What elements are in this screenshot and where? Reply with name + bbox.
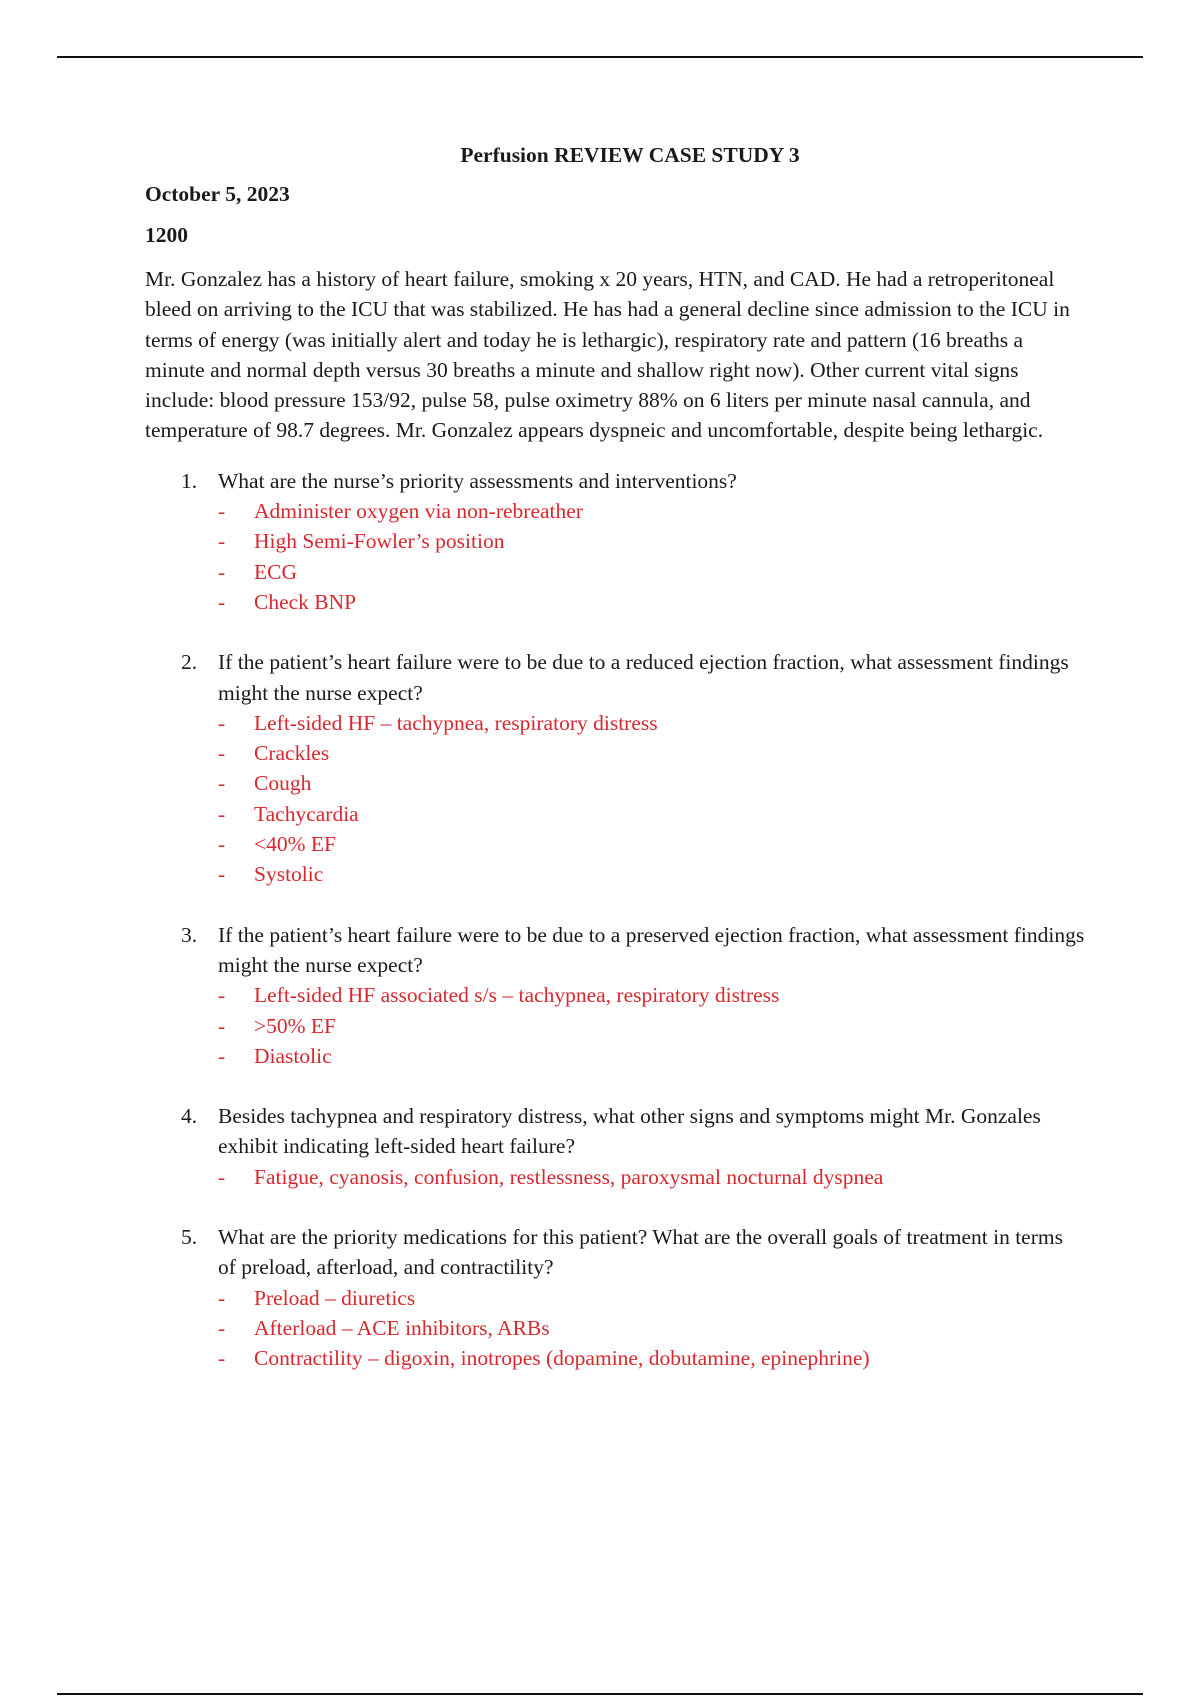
question-item [145, 1101, 1085, 1192]
answer-list [218, 1162, 1085, 1192]
answer-item [218, 587, 1085, 617]
answer-text: Administer oxygen via non-rebreather [254, 499, 583, 524]
answer-item [218, 496, 1085, 526]
document-date: October 5, 2023 [145, 182, 290, 206]
document-body [145, 143, 1085, 1404]
question-item [145, 466, 1085, 617]
answer-bullet: - [218, 529, 226, 554]
answer-bullet: - [218, 832, 226, 857]
answer-item [218, 708, 1085, 738]
answer-bullet: - [218, 499, 226, 524]
answer-item [218, 799, 1085, 829]
answer-bullet: - [218, 741, 226, 766]
answer-text: Cough [254, 771, 312, 796]
case-narrative: Mr. Gonzalez has a history of heart failure, smoking x 20 years, HTN, and CAD. He had a retroperitoneal bleed on arriving to the ICU that was stabilized. He has had a general decline since admission to the ICU in terms of energy (was initially alert and today he is lethargic), respiratory rate and pattern (16 breaths a minute and normal depth versus 30 breaths a minute and shallow right now). Other current vital signs include: blood pressure 153/92, pulse 58, pulse oximetry 88% on 6 liters per minute nasal cannula, and temperature of 98.7 degrees. Mr. Gonzalez appears dyspneic and uncomfortable, despite being lethargic. [145, 267, 1070, 443]
answer-item [218, 1162, 1085, 1192]
question-number: 3. [181, 922, 198, 947]
question-number: 1. [181, 468, 198, 493]
answer-bullet: - [218, 1013, 226, 1038]
top-rule [57, 56, 1143, 58]
answer-text: >50% EF [254, 1013, 337, 1038]
question-text: What are the priority medications for this patient? What are the overall goals of treatment in terms of preload, afterload, and contractility? [218, 1225, 1063, 1280]
answer-item [218, 1313, 1085, 1343]
answer-text: Tachycardia [254, 801, 359, 826]
answer-item [218, 1041, 1085, 1071]
answer-text: <40% EF [254, 832, 337, 857]
answer-text: Afterload – ACE inhibitors, ARBs [254, 1315, 550, 1340]
question-text: What are the nurse’s priority assessments and interventions? [218, 468, 737, 493]
answer-item [218, 1011, 1085, 1041]
question-text: If the patient’s heart failure were to be due to a reduced ejection fraction, what assessment findings might the nurse expect? [218, 650, 1069, 705]
answer-item [218, 738, 1085, 768]
answer-list [218, 496, 1085, 617]
bottom-rule [57, 1693, 1143, 1695]
question-text: Besides tachypnea and respiratory distress, what other signs and symptoms might Mr. Gonzales exhibit indicating left-sided heart failure? [218, 1104, 1041, 1159]
question-number: 4. [181, 1104, 198, 1129]
answer-item [218, 1283, 1085, 1313]
answer-bullet: - [218, 1043, 226, 1068]
question-list [145, 466, 1085, 1374]
answer-item [218, 980, 1085, 1010]
answer-bullet: - [218, 589, 226, 614]
answer-text: ECG [254, 559, 297, 584]
answer-text: Check BNP [254, 589, 357, 614]
answer-text: Systolic [254, 862, 324, 887]
answer-item [218, 557, 1085, 587]
answer-bullet: - [218, 1346, 226, 1371]
answer-text: Crackles [254, 741, 330, 766]
answer-text: Preload – diuretics [254, 1285, 416, 1310]
answer-bullet: - [218, 1285, 226, 1310]
question-item [145, 647, 1085, 889]
question-text: If the patient’s heart failure were to be due to a preserved ejection fraction, what assessment findings might the nurse expect? [218, 922, 1085, 977]
answer-bullet: - [218, 1164, 226, 1189]
answer-item [218, 1343, 1085, 1373]
answer-text: High Semi-Fowler’s position [254, 529, 505, 554]
answer-text: Contractility – digoxin, inotropes (dopamine, dobutamine, epinephrine) [254, 1346, 870, 1371]
answer-item [218, 859, 1085, 889]
answer-text: Left-sided HF associated s/s – tachypnea, respiratory distress [254, 983, 780, 1008]
answer-text: Left-sided HF – tachypnea, respiratory distress [254, 710, 658, 735]
question-number: 5. [181, 1225, 198, 1250]
answer-list [218, 1283, 1085, 1374]
answer-list [218, 708, 1085, 890]
answer-bullet: - [218, 771, 226, 796]
document-time: 1200 [145, 223, 188, 247]
answer-item [218, 768, 1085, 798]
question-item [145, 1222, 1085, 1373]
answer-bullet: - [218, 983, 226, 1008]
answer-text: Diastolic [254, 1043, 332, 1068]
answer-bullet: - [218, 710, 226, 735]
answer-bullet: - [218, 559, 226, 584]
answer-item [218, 829, 1085, 859]
answer-bullet: - [218, 801, 226, 826]
answer-list [218, 980, 1085, 1071]
question-item [145, 920, 1085, 1071]
answer-bullet: - [218, 1315, 226, 1340]
answer-text: Fatigue, cyanosis, confusion, restlessness, paroxysmal nocturnal dyspnea [254, 1164, 884, 1189]
answer-item [218, 526, 1085, 556]
question-number: 2. [181, 650, 198, 675]
answer-bullet: - [218, 862, 226, 887]
document-title: Perfusion REVIEW CASE STUDY 3 [460, 143, 800, 167]
